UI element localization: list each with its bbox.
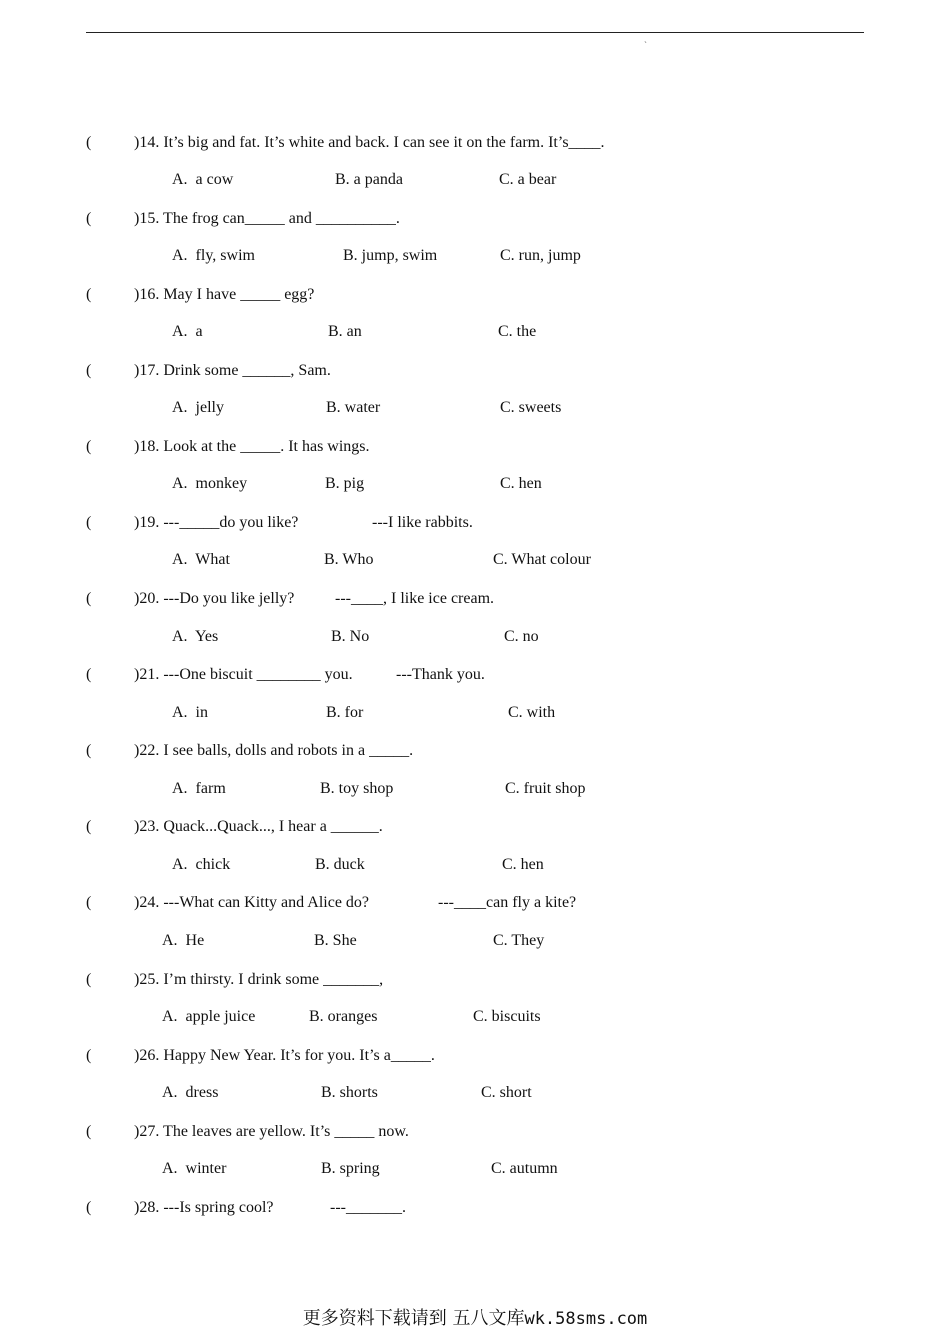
options-23 bbox=[0, 853, 950, 877]
option-b: B. No bbox=[331, 628, 370, 645]
question-17 bbox=[86, 359, 864, 383]
option-a: A. a cow bbox=[172, 171, 234, 188]
option-b: B. She bbox=[314, 932, 357, 949]
question-19 bbox=[86, 511, 864, 535]
option-c: C. a bear bbox=[499, 171, 557, 188]
option-c: C. run, jump bbox=[500, 247, 581, 264]
question-27 bbox=[86, 1120, 864, 1144]
question-text: )25. I’m thirsty. I drink some _______, bbox=[134, 971, 384, 988]
answer-blank-paren[interactable]: ( bbox=[86, 1047, 92, 1064]
option-c: C. biscuits bbox=[473, 1008, 541, 1025]
question-20 bbox=[86, 587, 864, 611]
option-c: C. They bbox=[493, 932, 545, 949]
option-a: A. What bbox=[172, 551, 230, 568]
question-text: )22. I see balls, dolls and robots in a _____. bbox=[134, 742, 414, 759]
option-a: A. chick bbox=[172, 856, 231, 873]
footer bbox=[0, 1306, 950, 1332]
answer-blank-paren[interactable]: ( bbox=[86, 210, 92, 227]
options-20 bbox=[0, 625, 950, 649]
option-a: A. farm bbox=[172, 780, 226, 797]
option-b: B. for bbox=[326, 704, 364, 721]
question-text: )15. The frog can_____ and __________. bbox=[134, 210, 400, 227]
question-21 bbox=[86, 663, 864, 687]
option-c: C. sweets bbox=[500, 399, 562, 416]
options-15 bbox=[0, 244, 950, 268]
question-text: )17. Drink some ______, Sam. bbox=[134, 362, 331, 379]
option-b: B. water bbox=[326, 399, 381, 416]
footer-url[interactable]: wk.58sms.com bbox=[524, 1309, 648, 1329]
header-mark: ` bbox=[644, 40, 647, 50]
option-c: C. What colour bbox=[493, 551, 591, 568]
answer-blank-paren[interactable]: ( bbox=[86, 438, 92, 455]
option-b: B. Who bbox=[324, 551, 374, 568]
question-response: ---_______. bbox=[330, 1199, 406, 1216]
question-18 bbox=[86, 435, 864, 459]
option-c: C. hen bbox=[502, 856, 544, 873]
question-response: ---____, I like ice cream. bbox=[335, 590, 495, 607]
options-19 bbox=[0, 548, 950, 572]
option-b: B. toy shop bbox=[320, 780, 394, 797]
options-25 bbox=[0, 1005, 950, 1029]
question-25 bbox=[86, 968, 864, 992]
option-a: A. dress bbox=[162, 1084, 219, 1101]
option-b: B. pig bbox=[325, 475, 365, 492]
options-17 bbox=[0, 396, 950, 420]
option-a: A. monkey bbox=[172, 475, 248, 492]
option-c: C. autumn bbox=[491, 1160, 558, 1177]
option-a: A. He bbox=[162, 932, 205, 949]
option-b: B. spring bbox=[321, 1160, 380, 1177]
option-c: C. with bbox=[508, 704, 556, 721]
question-24 bbox=[86, 891, 864, 915]
option-c: C. no bbox=[504, 628, 539, 645]
question-response: ---Thank you. bbox=[396, 666, 485, 683]
option-a: A. fly, swim bbox=[172, 247, 255, 264]
question-text: )16. May I have _____ egg? bbox=[134, 286, 315, 303]
answer-blank-paren[interactable]: ( bbox=[86, 666, 92, 683]
option-c: C. hen bbox=[500, 475, 542, 492]
footer-text: 更多资料下载请到 五八文库 bbox=[302, 1308, 525, 1329]
options-22 bbox=[0, 777, 950, 801]
question-text: )26. Happy New Year. It’s for you. It’s a_____. bbox=[134, 1047, 435, 1064]
question-response: ---I like rabbits. bbox=[372, 514, 473, 531]
answer-blank-paren[interactable]: ( bbox=[86, 971, 92, 988]
question-text: )14. It’s big and fat. It’s white and back. I can see it on the farm. It’s____. bbox=[134, 134, 605, 151]
options-21 bbox=[0, 701, 950, 725]
answer-blank-paren[interactable]: ( bbox=[86, 514, 92, 531]
options-27 bbox=[0, 1157, 950, 1181]
question-response: ---____can fly a kite? bbox=[438, 894, 577, 911]
question-15 bbox=[86, 207, 864, 231]
option-a: A. Yes bbox=[172, 628, 219, 645]
options-26 bbox=[0, 1081, 950, 1105]
question-text: )19. ---_____do you like? bbox=[134, 514, 299, 531]
option-a: A. a bbox=[172, 323, 203, 340]
question-26 bbox=[86, 1044, 864, 1068]
question-text: )24. ---What can Kitty and Alice do? bbox=[134, 894, 370, 911]
question-14 bbox=[86, 131, 864, 155]
option-a: A. jelly bbox=[172, 399, 224, 416]
question-text: )23. Quack...Quack..., I hear a ______. bbox=[134, 818, 383, 835]
answer-blank-paren[interactable]: ( bbox=[86, 1123, 92, 1140]
question-22 bbox=[86, 739, 864, 763]
option-c: C. short bbox=[481, 1084, 532, 1101]
answer-blank-paren[interactable]: ( bbox=[86, 1199, 92, 1216]
answer-blank-paren[interactable]: ( bbox=[86, 742, 92, 759]
answer-blank-paren[interactable]: ( bbox=[86, 286, 92, 303]
answer-blank-paren[interactable]: ( bbox=[86, 590, 92, 607]
options-14 bbox=[0, 168, 950, 192]
option-a: A. winter bbox=[162, 1160, 227, 1177]
option-c: C. the bbox=[498, 323, 537, 340]
question-text: )18. Look at the _____. It has wings. bbox=[134, 438, 370, 455]
option-b: B. jump, swim bbox=[343, 247, 438, 264]
answer-blank-paren[interactable]: ( bbox=[86, 818, 92, 835]
question-28 bbox=[86, 1196, 864, 1220]
options-24 bbox=[0, 929, 950, 953]
question-23 bbox=[86, 815, 864, 839]
question-16 bbox=[86, 283, 864, 307]
answer-blank-paren[interactable]: ( bbox=[86, 134, 92, 151]
question-text: )27. The leaves are yellow. It’s _____ now. bbox=[134, 1123, 409, 1140]
options-18 bbox=[0, 472, 950, 496]
header-rule bbox=[86, 32, 864, 33]
question-text: )20. ---Do you like jelly? bbox=[134, 590, 295, 607]
option-b: B. an bbox=[328, 323, 362, 340]
option-c: C. fruit shop bbox=[505, 780, 586, 797]
answer-blank-paren[interactable]: ( bbox=[86, 894, 92, 911]
options-16 bbox=[0, 320, 950, 344]
question-text: )28. ---Is spring cool? bbox=[134, 1199, 274, 1216]
question-text: )21. ---One biscuit ________ you. bbox=[134, 666, 353, 683]
answer-blank-paren[interactable]: ( bbox=[86, 362, 92, 379]
option-b: B. duck bbox=[315, 856, 365, 873]
option-b: B. oranges bbox=[309, 1008, 378, 1025]
option-a: A. in bbox=[172, 704, 208, 721]
option-b: B. a panda bbox=[335, 171, 403, 188]
option-b: B. shorts bbox=[321, 1084, 378, 1101]
option-a: A. apple juice bbox=[162, 1008, 256, 1025]
